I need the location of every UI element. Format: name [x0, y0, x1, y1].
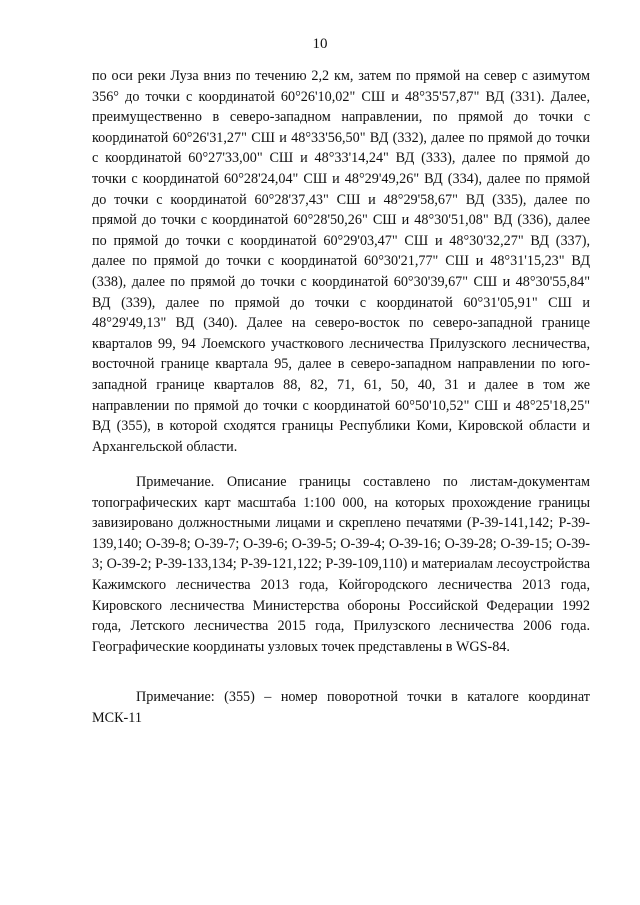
boundary-paragraph: по оси реки Луза вниз по течению 2,2 км, затем по прямой на север с азимутом 356° до точки с координатой 60°26'10,02" СШ и 48°35'57,87" ВД (331). Далее, преимущественно в северо-западном направлении, по прямой до точки с координатой 60°26'31,27" СШ и 48°33'56,50" ВД (332), далее по прямой до точки с координатой 60°27'33,00" СШ и 48°33'14,24" ВД (333), далее по прямой до точки с координатой 60°28'24,04" СШ и 48°29'49,26" ВД (334), далее по прямой до точки с координатой 60°28'37,43" СШ и 48°29'58,67" ВД (335), далее по прямой до точки с координатой 60°28'50,26" СШ и 48°30'51,08" ВД (336), далее по прямой до точки с координатой 60°29'03,47" СШ и 48°30'32,27" ВД (337), далее по прямой до точки с координатой 60°30'21,77" СШ и 48°31'15,23" ВД (338), далее по прямой до точки с координатой 60°30'39,67" СШ и 48°30'55,84" ВД (339), далее по прямой до точки с координатой 60°31'05,91" СШ и 48°29'49,13" ВД (340). Далее на северо-восток по северо-западной границе кварталов 99, 94 Лоемского участкового лесничества Прилузского лесничества, восточной границе квартала 95, далее в северо-западном направлении по юго-западной границе кварталов 88, 82, 71, 61, 50, 40, 31 и далее в том же направлении по прямой до точки с координатой 60°50'10,52" СШ и 48°25'18,25" ВД (355), в которой сходятся границы Республики Коми, Кировской области и Архангельской области.	[92, 68, 590, 455]
boundary-description	[92, 66, 590, 457]
note-sources-paragraph: Примечание. Описание границы составлено по листам-документам топографических карт масштаба 1:100 000, на которых прохождение границы завизировано должностными лицами и скреплено печатями (Р-39-141,142; Р-39-139,140; О-39-8; О-39-7; О-39-6; О-39-5; О-39-4; О-39-16; О-39-28; О-39-15; О-39-3; О-39-2; Р-39-133,134; Р-39-121,122; Р-39-109,110) и материалам лесоустройства Кажимского лесничества 2013 года, Койгородского лесничества 2013 года, Кировского лесничества Министерства обороны Российской Федерации 1992 года, Летского лесничества 2015 года, Прилузского лесничества 2006 года. Географические координаты узловых точек представлены в WGS-84.	[92, 474, 590, 655]
note-sources	[92, 472, 590, 657]
note-point-catalog-paragraph: Примечание: (355) – номер поворотной точки в каталоге координат МСК-11	[92, 689, 590, 726]
page-number: 10	[312, 36, 328, 52]
note-point-catalog	[92, 687, 590, 728]
